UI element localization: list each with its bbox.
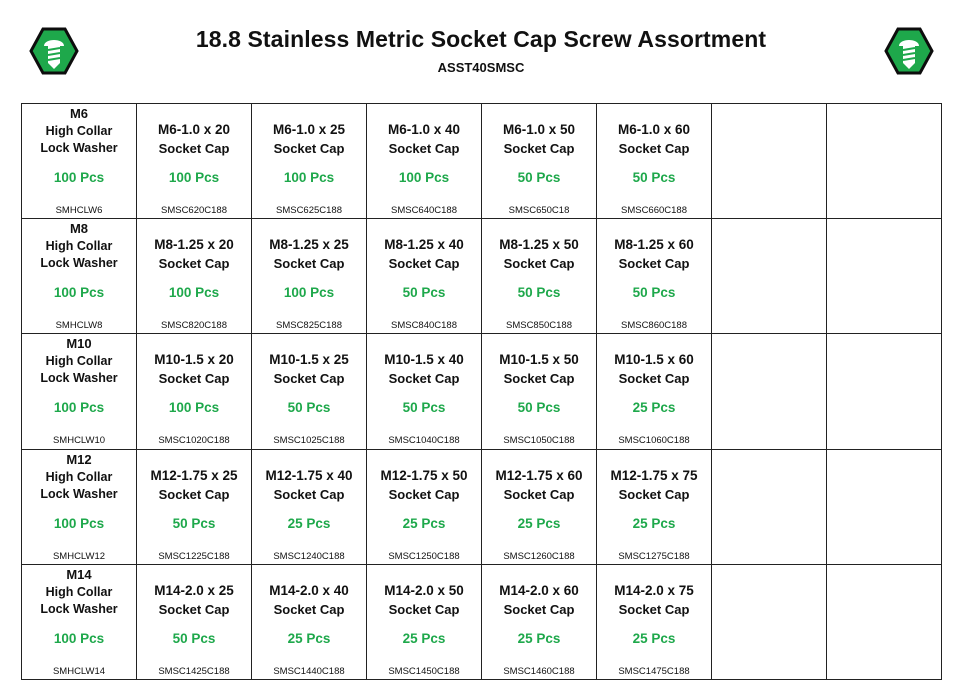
screw-cell bbox=[482, 564, 597, 679]
quantity-label: 100 Pcs bbox=[53, 285, 105, 301]
washer-type-line1: High Collar bbox=[45, 584, 113, 599]
quantity-label: 100 Pcs bbox=[53, 630, 105, 646]
quantity-label: 100 Pcs bbox=[168, 400, 220, 416]
screw-size: M12-1.75 x 75 bbox=[610, 467, 698, 483]
screw-cell bbox=[252, 334, 367, 449]
part-number: SMSC1475C188 bbox=[618, 665, 690, 677]
part-number: SMHCLW12 bbox=[52, 550, 106, 562]
screw-cell bbox=[482, 334, 597, 449]
screw-cell bbox=[367, 334, 482, 449]
screw-size: M8-1.25 x 25 bbox=[269, 237, 349, 253]
screw-cell bbox=[137, 564, 252, 679]
quantity-label: 100 Pcs bbox=[283, 170, 335, 185]
screw-cell bbox=[252, 449, 367, 564]
screw-cell bbox=[482, 219, 597, 334]
quantity-label: 50 Pcs bbox=[517, 170, 561, 185]
washer-type-line2: Lock Washer bbox=[40, 486, 118, 501]
page-title: 18.8 Stainless Metric Socket Cap Screw Assortment bbox=[195, 26, 767, 52]
washer-type-line2: Lock Washer bbox=[40, 371, 118, 386]
screw-type: Socket Cap bbox=[273, 601, 345, 617]
washer-type-line1: High Collar bbox=[45, 469, 113, 484]
screw-size: M10-1.5 x 60 bbox=[614, 352, 694, 368]
screw-size: M12-1.75 x 50 bbox=[380, 467, 468, 483]
screw-size: M6-1.0 x 25 bbox=[272, 122, 346, 137]
screw-size: M12-1.75 x 60 bbox=[495, 467, 583, 483]
quantity-label: 50 Pcs bbox=[402, 285, 446, 301]
quantity-label: 50 Pcs bbox=[402, 400, 446, 416]
part-number: SMSC1060C188 bbox=[618, 435, 690, 447]
screw-cell bbox=[367, 219, 482, 334]
screw-cell bbox=[367, 564, 482, 679]
screw-size: M14-2.0 x 60 bbox=[499, 582, 579, 598]
washer-type-line2: Lock Washer bbox=[40, 601, 118, 616]
screw-cell bbox=[482, 449, 597, 564]
part-number: SMSC1260C188 bbox=[503, 550, 575, 562]
quantity-label: 50 Pcs bbox=[287, 400, 331, 416]
quantity-label: 50 Pcs bbox=[517, 400, 561, 416]
screw-type: Socket Cap bbox=[388, 256, 460, 272]
part-number: SMSC860C188 bbox=[620, 320, 687, 332]
quantity-label: 100 Pcs bbox=[53, 170, 105, 185]
quantity-label: 25 Pcs bbox=[632, 630, 676, 646]
part-number: SMHCLW14 bbox=[52, 665, 106, 677]
screw-size: M10-1.5 x 25 bbox=[269, 352, 349, 368]
screw-cell bbox=[597, 449, 712, 564]
washer-size: M10 bbox=[66, 336, 92, 352]
part-number: SMSC1020C188 bbox=[158, 435, 230, 447]
quantity-label: 25 Pcs bbox=[402, 515, 446, 531]
quantity-label: 25 Pcs bbox=[517, 630, 561, 646]
washer-cell bbox=[22, 104, 137, 219]
screw-hexagon-icon bbox=[884, 26, 934, 76]
screw-cell bbox=[597, 219, 712, 334]
part-number: SMSC620C188 bbox=[160, 205, 227, 216]
screw-cell bbox=[137, 334, 252, 449]
washer-type-line1: High Collar bbox=[45, 354, 113, 369]
quantity-label: 50 Pcs bbox=[172, 630, 216, 646]
assortment-grid bbox=[21, 103, 942, 680]
screw-cell bbox=[137, 104, 252, 219]
screw-size: M8-1.25 x 50 bbox=[499, 237, 579, 253]
screw-type: Socket Cap bbox=[388, 486, 460, 502]
grid-row bbox=[22, 104, 942, 219]
screw-type: Socket Cap bbox=[158, 371, 230, 387]
screw-type: Socket Cap bbox=[273, 486, 345, 502]
empty-compartment bbox=[827, 104, 942, 219]
washer-cell bbox=[22, 334, 137, 449]
screw-cell bbox=[137, 449, 252, 564]
grid-row bbox=[22, 449, 942, 564]
screw-size: M8-1.25 x 40 bbox=[384, 237, 464, 253]
part-number: SMSC640C188 bbox=[390, 205, 457, 216]
part-number: SMSC850C188 bbox=[505, 320, 572, 332]
screw-type: Socket Cap bbox=[618, 371, 690, 387]
part-number: SMSC1050C188 bbox=[503, 435, 575, 447]
quantity-label: 50 Pcs bbox=[517, 285, 561, 301]
screw-cell bbox=[252, 219, 367, 334]
screw-type: Socket Cap bbox=[618, 601, 690, 617]
screw-cell bbox=[367, 449, 482, 564]
quantity-label: 100 Pcs bbox=[398, 170, 450, 185]
screw-size: M10-1.5 x 50 bbox=[499, 352, 579, 368]
part-number: SMSC1225C188 bbox=[158, 550, 230, 562]
part-number: SMHCLW10 bbox=[52, 435, 106, 447]
quantity-label: 25 Pcs bbox=[287, 630, 331, 646]
screw-type: Socket Cap bbox=[388, 371, 460, 387]
screw-cell bbox=[597, 564, 712, 679]
screw-type: Socket Cap bbox=[618, 141, 690, 156]
washer-size: M12 bbox=[66, 451, 92, 467]
washer-size: M14 bbox=[66, 566, 92, 582]
quantity-label: 25 Pcs bbox=[517, 515, 561, 531]
part-number: SMSC1040C188 bbox=[388, 435, 460, 447]
screw-size: M14-2.0 x 75 bbox=[614, 582, 694, 598]
screw-size: M12-1.75 x 40 bbox=[265, 467, 353, 483]
quantity-label: 50 Pcs bbox=[172, 515, 216, 531]
screw-size: M10-1.5 x 20 bbox=[154, 352, 234, 368]
screw-size: M12-1.75 x 25 bbox=[150, 467, 238, 483]
screw-cell bbox=[597, 334, 712, 449]
washer-type-line1: High Collar bbox=[45, 239, 113, 254]
screw-size: M10-1.5 x 40 bbox=[384, 352, 464, 368]
empty-compartment bbox=[712, 334, 827, 449]
washer-cell bbox=[22, 449, 137, 564]
screw-type: Socket Cap bbox=[618, 486, 690, 502]
screw-size: M14-2.0 x 40 bbox=[269, 582, 349, 598]
quantity-label: 25 Pcs bbox=[632, 400, 676, 416]
empty-compartment bbox=[712, 449, 827, 564]
screw-type: Socket Cap bbox=[503, 371, 575, 387]
empty-compartment bbox=[712, 564, 827, 679]
screw-cell bbox=[137, 219, 252, 334]
screw-type: Socket Cap bbox=[158, 141, 230, 156]
quantity-label: 50 Pcs bbox=[632, 170, 676, 185]
part-number: SMSC625C188 bbox=[275, 205, 342, 216]
part-number: SMSC650C18 bbox=[508, 205, 570, 216]
washer-size: M6 bbox=[69, 106, 89, 121]
empty-compartment bbox=[712, 104, 827, 219]
screw-type: Socket Cap bbox=[503, 256, 575, 272]
part-number: SMSC660C188 bbox=[620, 205, 687, 216]
part-number: SMHCLW6 bbox=[55, 205, 103, 216]
screw-type: Socket Cap bbox=[503, 141, 575, 156]
screw-size: M6-1.0 x 40 bbox=[387, 122, 461, 137]
empty-compartment bbox=[827, 219, 942, 334]
part-number: SMSC840C188 bbox=[390, 320, 457, 332]
quantity-label: 100 Pcs bbox=[168, 285, 220, 301]
part-number: SMSC1440C188 bbox=[273, 665, 345, 677]
screw-type: Socket Cap bbox=[503, 601, 575, 617]
part-number: SMSC820C188 bbox=[160, 320, 227, 332]
screw-type: Socket Cap bbox=[503, 486, 575, 502]
screw-type: Socket Cap bbox=[388, 601, 460, 617]
empty-compartment bbox=[827, 334, 942, 449]
part-number: SMSC1025C188 bbox=[273, 435, 345, 447]
part-number: SMSC825C188 bbox=[275, 320, 342, 332]
screw-size: M14-2.0 x 25 bbox=[154, 582, 234, 598]
quantity-label: 25 Pcs bbox=[287, 515, 331, 531]
part-number: SMSC1425C188 bbox=[158, 665, 230, 677]
quantity-label: 100 Pcs bbox=[168, 170, 220, 185]
screw-type: Socket Cap bbox=[273, 141, 345, 156]
screw-size: M6-1.0 x 20 bbox=[157, 122, 231, 137]
washer-cell bbox=[22, 564, 137, 679]
screw-type: Socket Cap bbox=[158, 601, 230, 617]
screw-size: M8-1.25 x 20 bbox=[154, 237, 234, 253]
screw-type: Socket Cap bbox=[158, 256, 230, 272]
part-number: SMSC1450C188 bbox=[388, 665, 460, 677]
screw-cell bbox=[482, 104, 597, 219]
screw-size: M8-1.25 x 60 bbox=[614, 237, 694, 253]
part-number: SMSC1240C188 bbox=[273, 550, 345, 562]
washer-type-line2: Lock Washer bbox=[40, 141, 118, 155]
part-number: SMSC1250C188 bbox=[388, 550, 460, 562]
grid-row bbox=[22, 564, 942, 679]
washer-cell bbox=[22, 219, 137, 334]
screw-cell bbox=[367, 104, 482, 219]
grid-row bbox=[22, 334, 942, 449]
screw-type: Socket Cap bbox=[273, 256, 345, 272]
quantity-label: 100 Pcs bbox=[53, 515, 105, 531]
page-header bbox=[0, 0, 962, 100]
screw-size: M14-2.0 x 50 bbox=[384, 582, 464, 598]
quantity-label: 100 Pcs bbox=[283, 285, 335, 301]
screw-type: Socket Cap bbox=[273, 371, 345, 387]
quantity-label: 100 Pcs bbox=[53, 400, 105, 416]
grid-row bbox=[22, 219, 942, 334]
screw-type: Socket Cap bbox=[618, 256, 690, 272]
empty-compartment bbox=[827, 449, 942, 564]
washer-size: M8 bbox=[69, 221, 89, 237]
screw-type: Socket Cap bbox=[158, 486, 230, 502]
screw-size: M6-1.0 x 50 bbox=[502, 122, 576, 137]
part-number: SMSC1275C188 bbox=[618, 550, 690, 562]
screw-cell bbox=[597, 104, 712, 219]
part-number: SMHCLW8 bbox=[55, 320, 103, 332]
washer-type-line1: High Collar bbox=[45, 124, 113, 138]
quantity-label: 25 Pcs bbox=[632, 515, 676, 531]
washer-type-line2: Lock Washer bbox=[40, 256, 118, 271]
empty-compartment bbox=[712, 219, 827, 334]
page-subtitle: ASST40SMSC bbox=[437, 60, 525, 75]
empty-compartment bbox=[827, 564, 942, 679]
screw-cell bbox=[252, 104, 367, 219]
part-number: SMSC1460C188 bbox=[503, 665, 575, 677]
quantity-label: 25 Pcs bbox=[402, 630, 446, 646]
screw-size: M6-1.0 x 60 bbox=[617, 122, 691, 137]
screw-type: Socket Cap bbox=[388, 141, 460, 156]
screw-cell bbox=[252, 564, 367, 679]
quantity-label: 50 Pcs bbox=[632, 285, 676, 301]
